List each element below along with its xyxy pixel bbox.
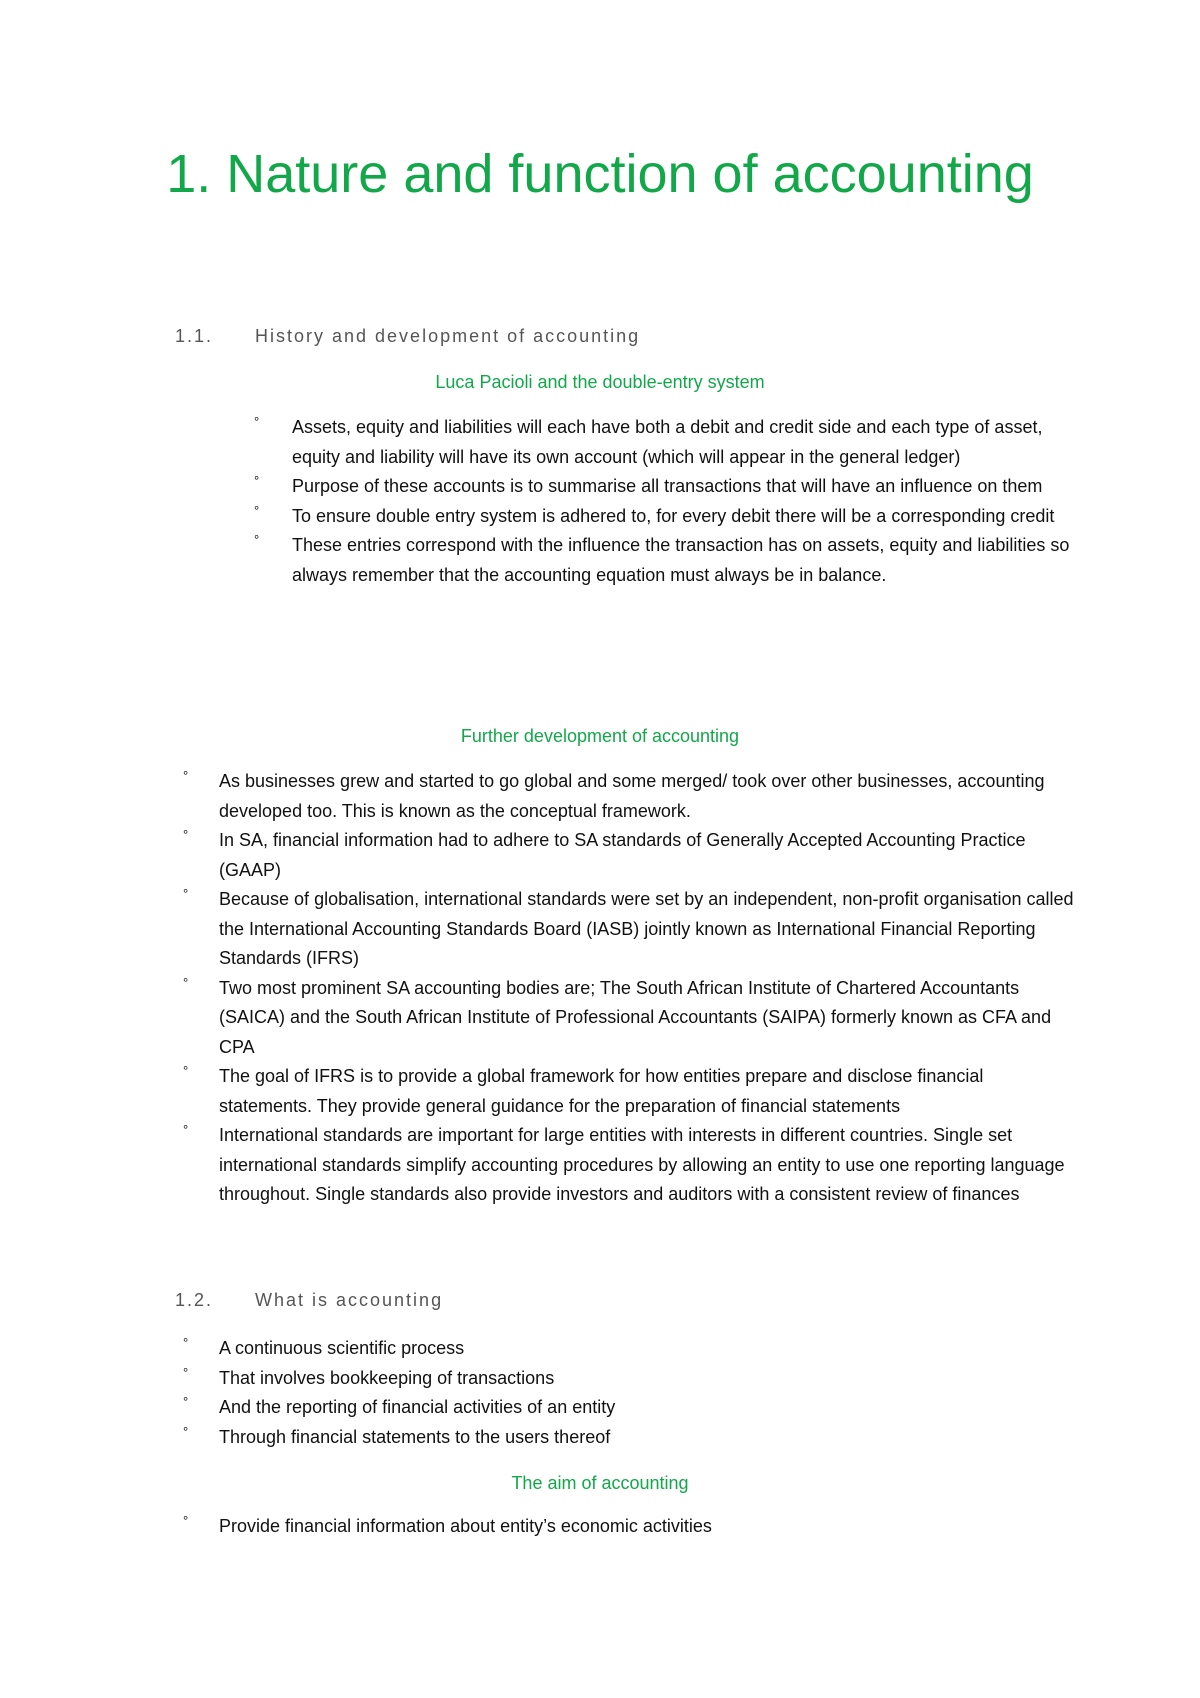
bullet-list-aim-of-accounting xyxy=(183,1512,1079,1542)
bullet-circle-icon: ° xyxy=(183,974,189,990)
list-item xyxy=(183,1334,1079,1364)
bullet-circle-icon: ° xyxy=(254,532,260,547)
subheading-luca-pacioli: Luca Pacioli and the double-entry system xyxy=(435,372,765,392)
section-heading-text: History and development of accounting xyxy=(255,326,641,346)
bullet-circle-icon: ° xyxy=(254,502,260,518)
bullet-list-what-is-accounting xyxy=(183,1334,1079,1452)
section-heading-1-1 xyxy=(175,326,640,347)
list-item xyxy=(254,472,1072,502)
list-item xyxy=(254,531,1072,590)
list-item xyxy=(183,1423,1079,1453)
subheading-aim-of-accounting: The aim of accounting xyxy=(511,1473,689,1493)
list-item-text: As businesses grew and started to go global and some merged/ took over other businesses, accounting developed too. This is known as the conceptual framework. xyxy=(219,771,1045,821)
bullet-circle-icon: ° xyxy=(183,1394,189,1409)
list-item xyxy=(183,885,1079,974)
list-item xyxy=(254,413,1072,472)
section-number: 1.1. xyxy=(175,326,214,346)
bullet-circle-icon: ° xyxy=(183,768,189,783)
list-item-text: Through financial statements to the users thereof xyxy=(219,1426,611,1447)
subheading-further-development: Further development of accounting xyxy=(460,726,740,746)
bullet-circle-icon: ° xyxy=(183,886,189,901)
list-item xyxy=(183,1364,1079,1394)
bullet-circle-icon: ° xyxy=(183,1335,189,1350)
list-item xyxy=(183,1121,1079,1210)
section-heading-text: What is accounting xyxy=(255,1290,444,1310)
list-item-text: A continuous scientific process xyxy=(219,1338,465,1358)
bullet-circle-icon: ° xyxy=(183,1513,189,1528)
bullet-circle-icon: ° xyxy=(183,1122,189,1137)
bullet-circle-icon: ° xyxy=(183,1423,189,1439)
list-item xyxy=(254,502,1072,532)
list-item xyxy=(183,1062,1079,1121)
list-item-text: The goal of IFRS is to provide a global framework for how entities prepare and disclose financial statements. They provide general guidance for the preparation of financial statements xyxy=(219,1066,984,1116)
section-heading-1-2 xyxy=(175,1290,443,1311)
list-item-text: To ensure double entry system is adhered to, for every debit there will be a corresponding credit xyxy=(292,505,1055,526)
list-item-text: Because of globalisation, international standards were set by an independent, non-profit organisation called the International Accounting Standards Board (IASB) jointly known as International Financial Reporting Standards (IFRS) xyxy=(219,889,1074,968)
list-item-text: Assets, equity and liabilities will each have both a debit and credit side and each type of asset, equity and liability will have its own account (which will appear in the general ledger) xyxy=(292,417,1043,467)
list-item-text: Purpose of these accounts is to summarise all transactions that will have an influence on them xyxy=(292,476,1043,496)
bullet-circle-icon: ° xyxy=(254,473,260,488)
list-item-text: That involves bookkeeping of transactions xyxy=(219,1367,555,1388)
page-title: 1. Nature and function of accounting xyxy=(166,144,1034,204)
list-item xyxy=(183,767,1079,826)
list-item-text: These entries correspond with the influence the transaction has on assets, equity and liabilities so always remember that the accounting equation must always be in balance. xyxy=(292,535,1070,585)
list-item-text: In SA, financial information had to adhere to SA standards of Generally Accepted Accounting Practice (GAAP) xyxy=(219,830,1026,880)
bullet-circle-icon: ° xyxy=(254,414,260,429)
list-item xyxy=(183,1512,1079,1542)
list-item-text: Two most prominent SA accounting bodies are; The South African Institute of Chartered Accountants (SAICA) and the South African Institute of Professional Accountants (SAIPA) formerly known as CFA and CPA xyxy=(219,977,1052,1057)
list-item-text: And the reporting of financial activities of an entity xyxy=(219,1397,616,1417)
bullet-circle-icon: ° xyxy=(183,1364,189,1380)
list-item-text: International standards are important for large entities with interests in different countries. Single set international standards simplify accounting procedures by allowing an entity to use one reporting language throughout. Single standards also provide investors and auditors with a consistent review of finances xyxy=(219,1125,1065,1204)
bullet-list-further-development xyxy=(183,767,1079,1210)
list-item xyxy=(183,826,1079,885)
list-item xyxy=(183,1393,1079,1423)
list-item xyxy=(183,974,1079,1063)
list-item-text: Provide financial information about entity’s economic activities xyxy=(219,1516,712,1536)
bullet-list-double-entry xyxy=(254,413,1072,590)
bullet-circle-icon: ° xyxy=(183,1063,189,1078)
section-number: 1.2. xyxy=(175,1290,214,1310)
bullet-circle-icon: ° xyxy=(183,827,189,842)
